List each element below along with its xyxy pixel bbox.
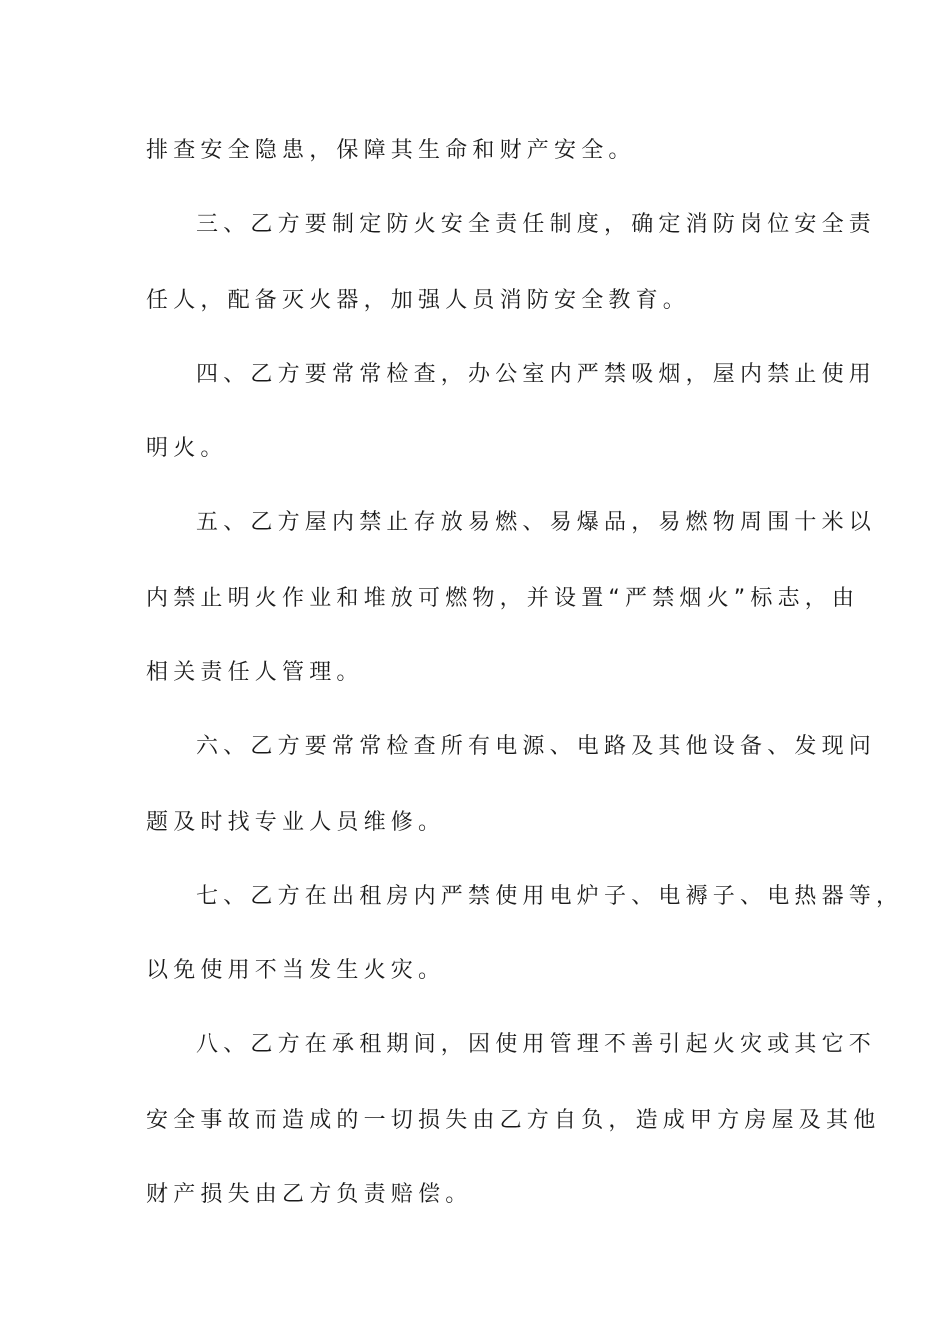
paragraph-line: 三、乙方要制定防火安全责任制度，确定消防岗位安全责 xyxy=(196,212,877,237)
paragraph-line: 五、乙方屋内禁止存放易燃、易爆品，易燃物周围十米以 xyxy=(196,510,877,535)
paragraph-line: 财产损失由乙方负责赔偿。 xyxy=(146,1182,473,1207)
paragraph-line: 内禁止明火作业和堆放可燃物，并设置“严禁烟火”标志，由 xyxy=(146,586,860,611)
paragraph-line: 题及时找专业人员维修。 xyxy=(146,810,446,835)
paragraph-line: 任人，配备灭火器，加强人员消防安全教育。 xyxy=(146,288,691,313)
paragraph-line: 四、乙方要常常检查，办公室内严禁吸烟，屋内禁止使用 xyxy=(196,362,877,387)
paragraph-line: 八、乙方在承租期间，因使用管理不善引起火灾或其它不 xyxy=(196,1032,877,1057)
paragraph-line: 相关责任人管理。 xyxy=(146,660,364,685)
paragraph-line: 排查安全隐患，保障其生命和财产安全。 xyxy=(146,138,636,163)
paragraph-line: 以免使用不当发生火灾。 xyxy=(146,958,446,983)
paragraph-line: 安全事故而造成的一切损失由乙方自负，造成甲方房屋及其他 xyxy=(146,1108,881,1133)
paragraph-line: 七、乙方在出租房内严禁使用电炉子、电褥子、电热器等， xyxy=(196,884,904,909)
paragraph-line: 明火。 xyxy=(146,436,228,461)
paragraph-line: 六、乙方要常常检查所有电源、电路及其他设备、发现问 xyxy=(196,734,877,759)
